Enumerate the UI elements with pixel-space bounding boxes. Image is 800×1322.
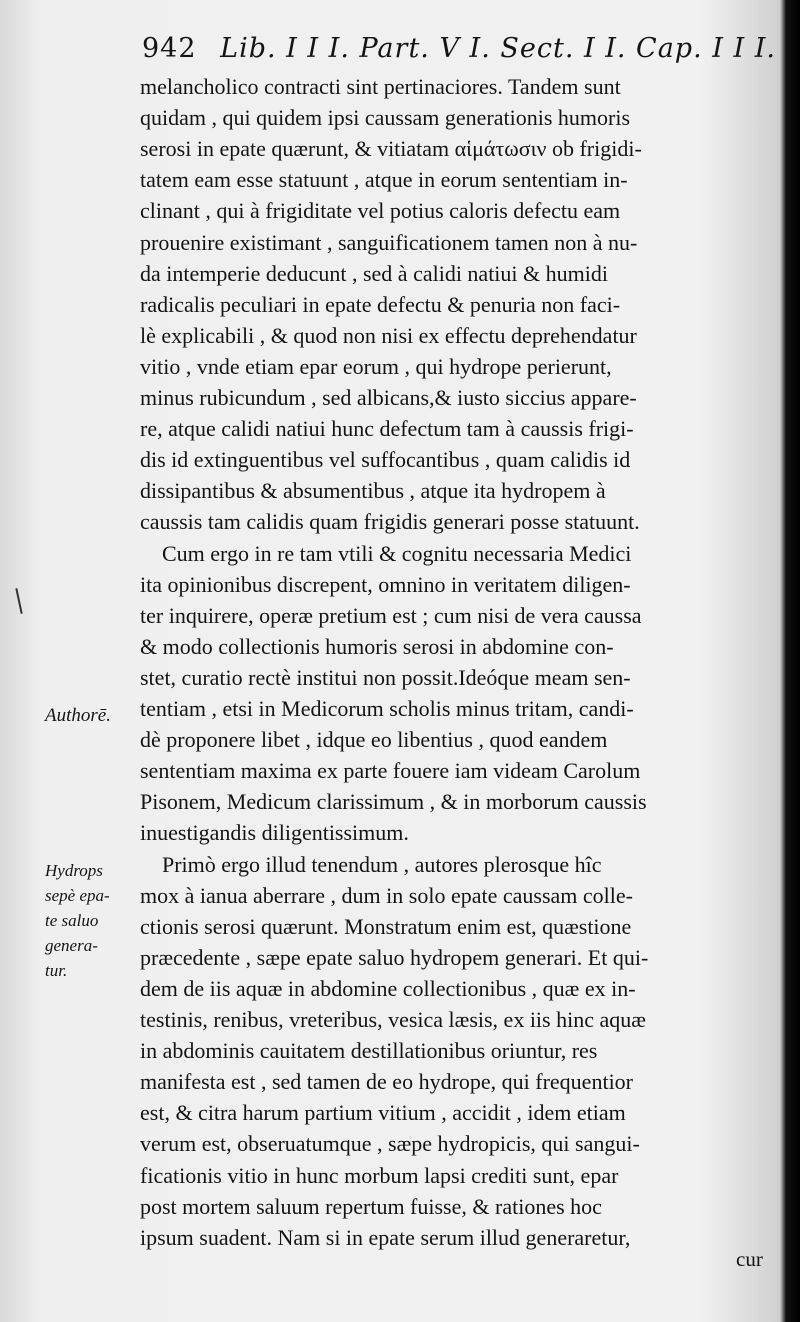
text-line: sententiam maxima ex parte fouere iam videam Carolum <box>140 758 641 784</box>
text-line: minus rubicundum , sed albicans,& iusto siccius appare- <box>140 385 637 410</box>
text-line: testinis, renibus, vreteribus, vesica læsis, ex iis hinc aquæ <box>140 1007 646 1032</box>
text-line: post mortem saluum repertum fuisse, & rationes hoc <box>140 1193 602 1219</box>
margin-note-line: te saluo <box>45 911 99 930</box>
text-line: est, & citra harum partium vitium , accidit , idem etiam <box>140 1100 626 1126</box>
text-line: lè explicabili , & quod non nisi ex effectu deprehendatur <box>140 322 637 348</box>
text-line: & modo collectionis humoris serosi in abdomine con- <box>140 633 614 659</box>
text-line: prouenire existimant , sanguificationem tamen non à nu- <box>140 229 638 255</box>
text-line: mox à ianua aberrare , dum in solo epate caussam colle- <box>140 882 633 908</box>
margin-note-line: Hydrops <box>45 861 103 880</box>
text-line: manifesta est , sed tamen de eo hydrope, qui frequentior <box>140 1069 634 1095</box>
catchword: cur <box>736 1247 763 1271</box>
text-line: præcedente , sæpe epate saluo hydropem generari. Et qui- <box>140 944 649 970</box>
margin-note-line: tur. <box>45 961 68 980</box>
text-line: tentiam , etsi in Medicorum scholis minus tritam, candi- <box>140 696 634 721</box>
text-line: ter inquirere, operæ pretium est ; cum nisi de vera caussa <box>140 602 642 628</box>
text-line: stet, curatio rectè institui non possit.Ideóque meam sen- <box>140 664 631 690</box>
margin-note-authore: Authorē. <box>45 705 111 726</box>
text-line: dissipantibus & absumentibus , atque ita hydropem à <box>140 478 606 504</box>
text-line: ficationis vitio in hunc morbum lapsi crediti sunt, epar <box>140 1162 619 1188</box>
text-line: da intemperie deducunt , sed à calidi natiui & humidi <box>140 260 608 286</box>
text-line: ita opinionibus discrepent, omnino in veritatem diligen- <box>140 571 631 597</box>
text-line: Primò ergo illud tenendum , autores plerosque hîc <box>140 851 602 877</box>
text-line: vitio , vnde etiam epar eorum , qui hydrope perierunt, <box>140 353 612 379</box>
page-number: 942 <box>142 33 197 64</box>
text-line: radicalis peculiari in epate defectu & penuria non faci- <box>140 291 621 317</box>
margin-note-hydrops <box>45 858 145 983</box>
text-line: ipsum suadent. Nam si in epate serum illud generaretur, <box>140 1224 631 1250</box>
text-line: verum est, obseruatumque , sæpe hydropicis, qui sangui- <box>140 1131 640 1157</box>
text-line: clinant , qui à frigiditate vel potius caloris defectu eam <box>140 198 621 224</box>
text-line: serosi in epate quærunt, & vitiatam αἱμάτωσιν ob frigidi- <box>140 136 642 162</box>
text-line: dè proponere libet , idque eo libentius , quod eandem <box>140 727 608 753</box>
margin-note-line: sepè epa- <box>45 886 110 905</box>
running-title: Lib. I I I. Part. V I. Sect. I I. Cap. I I I. <box>220 33 777 64</box>
text-line: tatem eam esse statuunt , atque in eorum sententiam in- <box>140 167 628 193</box>
text-line: ctionis serosi quærunt. Monstratum enim est, quæstione <box>140 913 632 939</box>
text-line: in abdominis cauitatem destillationibus oriuntur, res <box>140 1038 598 1064</box>
text-line: Pisonem, Medicum clarissimum , & in morborum caussis <box>140 789 647 815</box>
running-header <box>142 33 777 64</box>
text-line: dem de iis aquæ in abdomine collectionibus , quæ ex in- <box>140 975 636 1001</box>
text-line: Cum ergo in re tam vtili & cognitu necessaria Medici <box>140 540 632 566</box>
margin-note-line: genera- <box>45 936 98 955</box>
text-line: re, atque calidi natiui hunc defectum tam à caussis frigi- <box>140 416 634 442</box>
text-line: caussis tam calidis quam frigidis generari posse statuunt. <box>140 509 640 535</box>
text-line: inuestigandis diligentissimum. <box>140 820 409 846</box>
text-line: melancholico contracti sint pertinaciores. Tandem sunt <box>140 74 621 99</box>
text-line: quidam , qui quidem ipsi caussam generationis humoris <box>140 105 631 131</box>
text-line: dis id extinguentibus vel suffocantibus , quam calidis id <box>140 447 631 473</box>
